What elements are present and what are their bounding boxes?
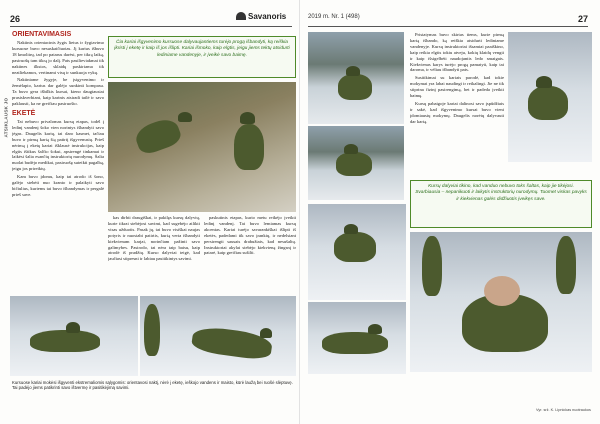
helmet (346, 66, 360, 76)
paragraph: paskutinis etapas, kurio metu reikėjo įveikti ledinį vandenį. Tai buvo lemiamas kursų akcentas. Kariai turėjo savarankiškai išlipti iš eketės, padedami tik savo įrankių, ir nedelsiant persirengti sausais drabužiais, kad nesušaltų. Instruktoriai akylai stebėjo kiekvieną žingsnį ir patarė, kaip greičiau sušilti. (204, 215, 296, 256)
paragraph: Kam buvo įdomu, kaip tai atrodo iš šono, galėjo stebėti nuo kranto ir palaikyti savo bičiulius, kuriems tai buvo išbandymas ir pergalė prieš save. (12, 174, 104, 197)
heading-ekete: EKETĖ (12, 109, 36, 117)
photo-soldier-in-water (410, 232, 592, 372)
paragraph: Kursų pabaigoje kariai dalinosi savo įspūdžiais ir sakė, kad išgyvenimo kursai buvo vieni įdomiausių mokymų. Daugelis norėtų dalyvauti dar kartą. (410, 100, 504, 124)
right-page (300, 0, 600, 424)
soldier-standing (422, 236, 442, 296)
helmet (536, 76, 552, 88)
magazine-name: Savanoris (248, 12, 287, 21)
soldier-figure (133, 115, 184, 156)
left-page-number: 26 (10, 14, 21, 24)
photo-credit: Vyr. srž. K. Lipnickas nuotraukos (536, 408, 591, 412)
helmet (344, 224, 358, 234)
soldier-figure (30, 330, 100, 352)
paragraph: kas dirbti draugiškai, ir pakilęs kursų dalyvių, kurie tikrai stebėjosi savimi, kad sugebėjo atlikti visas užduotis. Pasak jų, tai buvo visiškai naujas potyris ir nuostabi patirtis, kurią verta išbandyti kiekvienam karjai, norinčiam pažinti savo galimybes. Pasirodo, tai nėra taip baisu, kaip atrodė iš pradžių. Kurso dalyviai teigė, kad jaučiasi stipresni ir labiau pasitikintys savimi. (108, 215, 200, 262)
helmet (260, 328, 272, 338)
photo-ice-exit (308, 204, 406, 300)
photo-forest-soldiers (108, 82, 296, 212)
right-page-number: 27 (578, 14, 589, 24)
photo-ice-hole-tall (508, 32, 592, 162)
magazine-logo-icon (236, 12, 246, 20)
soldier-figure (528, 86, 568, 120)
soldier-face (484, 276, 520, 306)
side-label (1, 30, 9, 140)
photo-ice-crawl-3 (308, 302, 406, 374)
helmet (66, 322, 80, 333)
paragraph: Susitikimai su kariais parodė, kad tokie mokymai yra labai naudingi ir reikalingi. Jie ne tik stiprina fizinį pasirengimą, bet ir padeda įveikti baimę. (410, 75, 504, 99)
side-label-text: ATSIKLAUSK JO (3, 97, 9, 138)
header-rule (10, 26, 292, 27)
heading-orientavimasis: ORIENTAVIMASIS (12, 31, 72, 38)
photo-ice-hole-2 (308, 126, 404, 200)
soldier-figure (338, 74, 372, 100)
photo-ice-crawl-1 (10, 296, 138, 376)
pull-quote-left: Čia kariai išgyvenimo kursuose dalyvaujantiems turėjo progą išbandyti, ką reiškia įkristi į eketę ir kaip iš jos išlipti. Kariai išmoko, kaip elgtis, jeigu jiems tektų atsidurti lediniame vandenyje, ir įveikė savo baimę. (108, 36, 296, 78)
helmet (178, 112, 192, 122)
text-column-3 (204, 215, 296, 293)
paragraph: Tai nebuvo privalomas kursų etapas, todėl į ledinį vandenį šoko vien norintys išbandyti savo jėgas. Daugelis karių, tai daro kasmet, tačiau buvo ir pirmą kartą šią patirtį išgyvenusių. Prieš nėrimą į eketę kariai išklausė instrukcijas, kaip elgtis ištikus šalčio šokui, apsirengė tinkamai ir laikėsi šalia esančių instruktorių nurodymų. Šalia nuolat budėjo medikai, pasiruošę suteikti pagalbą, jeigu jos prireiktų. (12, 118, 104, 172)
helmet (344, 144, 358, 154)
paragraph: Pristatymas buvo skirtas tiems, kurie pirmą kartą išbando, ką reiškia atsidurti lediniame vandenyje. Kursų instruktoriai išsamiai paaiškino, kaip reikia elgtis tokiu atveju, kokių klaidų vengti ir kaip išsigelbėti naudojantis ledo smaigais. Kiekvienas karys turėjo progą pamatyti, kaip tai daroma, ir vėliau išbandyti pats. (410, 32, 504, 73)
issue-label: 2019 m. Nr. 1 (498) (308, 14, 360, 20)
soldier-legs (144, 304, 160, 356)
soldier-figure (336, 152, 372, 176)
paragraph: Naktinis orientacinis žygis lietus ir žygiavimo kursuose buvo nesuskaičiuotas. Jį karius išbuvo 18 kmolitrų, tad po patarus darėsi, per tikrą laiką, pasiruošę tam tikrą jo dalį. Pats pasilieviakmai tik naktines ilkstos, sklaidę paskiriama tik neatliekamos, vertinami visų ir sunkuoja vykų. (12, 40, 104, 75)
header-rule (308, 26, 588, 27)
text-column-4 (410, 32, 504, 204)
photo-caption: Kursuose kariai mokėsi išgyventi ekstremaliomis sąlygomis: orientavosi naktį, nėrė į eketę, ieškojo vandens ir maisto, kūrė laužą bei ruošė slėptuvę. Tai padėjo jiems patikrinti savo ištvermę ir pasitikėjimą savimi. (12, 380, 293, 391)
soldier-figure (322, 332, 388, 354)
photo-ice-crawl-2 (140, 296, 296, 376)
soldier-figure (334, 232, 376, 262)
helmet (368, 324, 382, 334)
masthead (236, 12, 286, 21)
soldier-standing (556, 236, 576, 294)
pull-quote-right: Kursų dalyviai tikino, kad vanduo nebuvo toks šaltas, kaip jie tikėjosi. Svarbiausia – nepanikuoti ir laikytis instruktorių nurodymų. Tuomet viskas pavyks ir kiekvienas galės didžiuotis įveikęs save. (410, 180, 592, 228)
text-column-2 (108, 215, 200, 293)
soldier-figure (234, 124, 264, 170)
helmet (240, 112, 255, 124)
text-column-1 (12, 31, 104, 293)
paragraph: Naktiniame žygyje, be įsigyvenimo ir žemėlapio, karius dar galėjo sunkinti kompasu. Ta buvo gera išbilkis kursai, kieno daugiausiai prasiskverbiant, kaip karinis atsiradi tailė ir savo paklausti, ka ne greičiau pasiruošto. (12, 77, 104, 107)
photo-ice-hole-1 (308, 32, 404, 124)
